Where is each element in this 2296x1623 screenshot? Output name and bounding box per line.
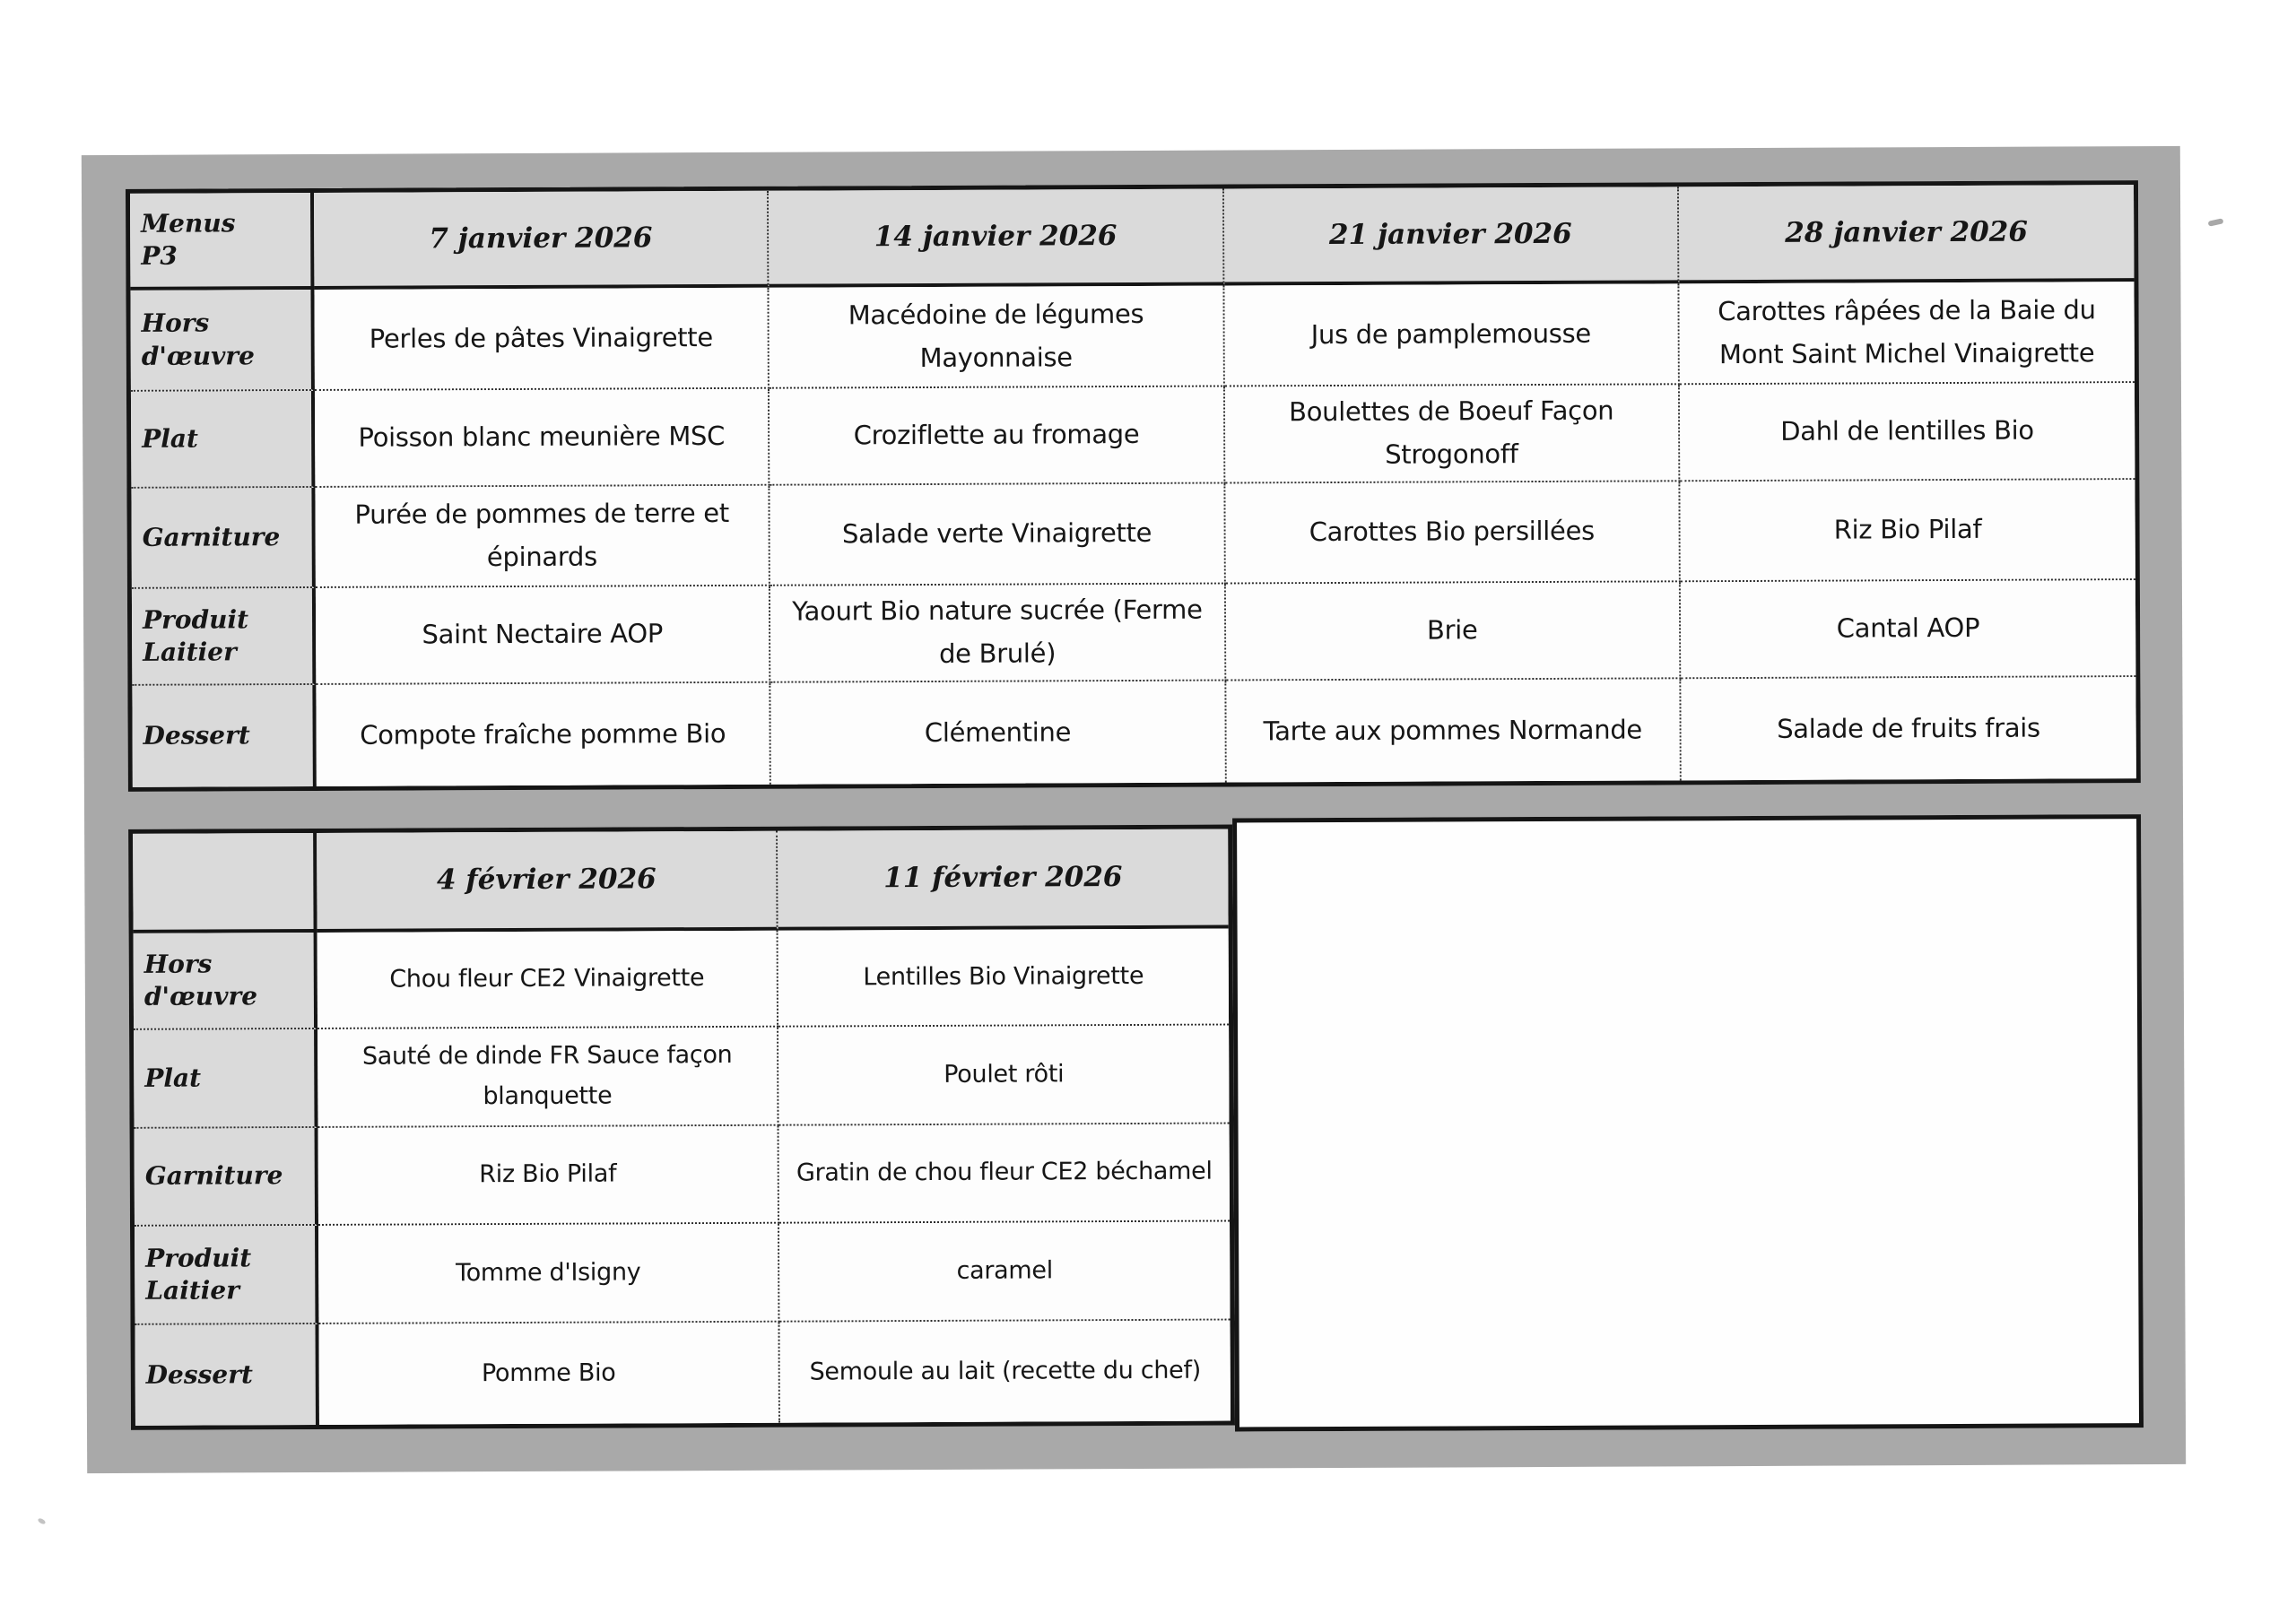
row-label-garniture: Garniture (135, 1128, 318, 1227)
menu-cell: Riz Bio Pilaf (1680, 480, 2135, 582)
menu-table-february (128, 825, 1235, 1430)
menu-cell: Lentilles Bio Vinaigrette (778, 929, 1229, 1028)
menu-cell: Saint Nectaire AOP (316, 586, 771, 685)
menu-cell: Macédoine de légumes Mayonnaise (770, 286, 1225, 389)
menu-cell: Brie (1225, 582, 1681, 681)
menu-cell: Compote fraîche pomme Bio (316, 683, 771, 786)
menu-cell: Dahl de lentilles Bio (1680, 383, 2135, 482)
column-header-date: 11 février 2026 (778, 829, 1228, 931)
menu-cell: Yaourt Bio nature sucrée (Ferme de Brulé) (770, 585, 1226, 683)
row-label-dessert: Dessert (132, 685, 316, 787)
menu-table-january (126, 180, 2141, 792)
scan-speck (2208, 218, 2224, 226)
menu-cell: Purée de pommes de terre et épinards (315, 486, 770, 588)
menu-cell: Chou fleur CE2 Vinaigrette (317, 931, 778, 1029)
menu-sheet-mat (82, 146, 2186, 1473)
menu-cell: Perles de pâtes Vinaigrette (314, 288, 770, 391)
menu-cell: Clémentine (771, 681, 1227, 785)
menu-cell: Cantal AOP (1681, 580, 2136, 679)
corner-title: Menus P3 (130, 193, 314, 291)
menu-cell: Salade verte Vinaigrette (770, 484, 1226, 586)
menu-cell: caramel (779, 1222, 1230, 1323)
menu-cell: Boulettes de Boeuf Façon Strogonoff (1224, 385, 1680, 483)
menu-cell: Semoule au lait (recette du chef) (779, 1321, 1230, 1423)
menu-cell: Tomme d'Isigny (318, 1224, 779, 1324)
menu-cell: Salade de fruits frais (1681, 677, 2136, 780)
column-header-date: 7 janvier 2026 (314, 191, 770, 290)
menu-cell: Poisson blanc meunière MSC (315, 389, 770, 488)
menu-cell: Carottes Bio persillées (1225, 482, 1681, 584)
row-label-produit-laitier: Produit Laitier (135, 1226, 318, 1325)
row-label-plat: Plat (134, 1029, 317, 1129)
scan-speck (37, 1517, 46, 1525)
column-header-date: 14 janvier 2026 (769, 189, 1224, 288)
column-header-date: 21 janvier 2026 (1223, 187, 1679, 285)
menu-cell: Croziflette au fromage (770, 387, 1225, 486)
menu-cell: Tarte aux pommes Normande (1226, 679, 1682, 782)
menu-cell: Riz Bio Pilaf (318, 1126, 779, 1226)
menu-cell: Gratin de chou fleur CE2 béchamel (779, 1124, 1230, 1224)
empty-notes-box (1232, 814, 2144, 1431)
menu-cell: Pomme Bio (318, 1323, 779, 1425)
row-label-hors-doeuvre: Hors d'œuvre (130, 290, 314, 392)
menu-cell: Jus de pamplemousse (1224, 283, 1680, 386)
corner-empty (133, 833, 317, 933)
column-header-date: 4 février 2026 (317, 831, 778, 933)
row-label-hors-doeuvre: Hors d'œuvre (134, 933, 317, 1030)
menu-cell: Carottes râpées de la Baie du Mont Saint Michel Vinaigrette (1679, 282, 2135, 385)
row-label-produit-laitier: Produit Laitier (132, 588, 316, 686)
row-label-plat: Plat (131, 391, 315, 489)
row-label-garniture: Garniture (131, 488, 315, 589)
column-header-date: 28 janvier 2026 (1679, 185, 2135, 283)
menu-cell: Poulet rôti (778, 1026, 1229, 1126)
menu-cell: Sauté de dinde FR Sauce façon blanquette (317, 1028, 778, 1128)
row-label-dessert: Dessert (135, 1324, 318, 1426)
